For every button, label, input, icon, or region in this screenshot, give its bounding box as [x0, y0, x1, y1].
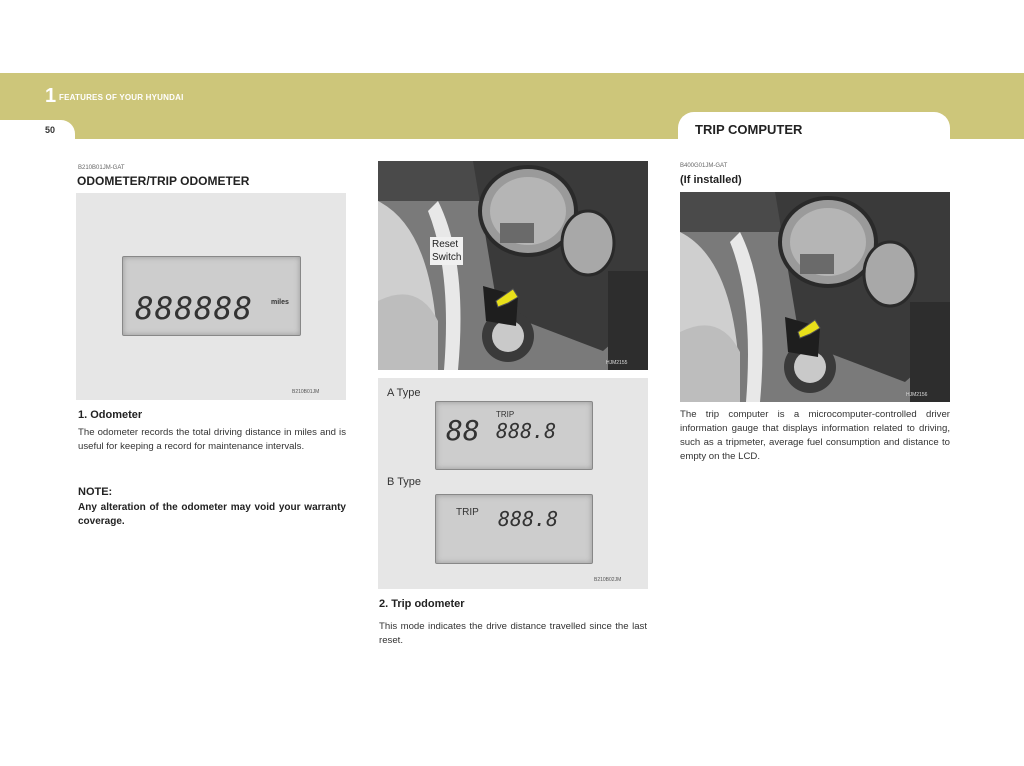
odometer-digits: 888888 — [135, 291, 253, 327]
a-type-lcd — [435, 401, 593, 470]
odometer-figure-code: B210B01JM — [292, 389, 320, 395]
page-number-tab — [0, 120, 75, 140]
note-heading: NOTE: — [78, 486, 113, 498]
b-type-label: B Type — [387, 476, 422, 488]
trip-display-figure — [378, 378, 648, 589]
b-type-lcd — [435, 494, 593, 564]
odometer-figure — [76, 193, 346, 400]
display-figure-code: B210B02JM — [594, 577, 622, 583]
trip-computer-photo — [680, 192, 950, 402]
a-type-big-digits: 88 — [446, 414, 480, 447]
callout-line-reset: Reset — [432, 239, 459, 250]
trip-odometer-heading: 2. Trip odometer — [379, 598, 465, 610]
right-photo-code: HJM2156 — [906, 392, 928, 398]
reset-switch-callout — [430, 237, 463, 265]
odometer-heading: 1. Odometer — [78, 409, 143, 421]
callout-line-switch: Switch — [432, 252, 462, 263]
chapter-title: FEATURES OF YOUR HYUNDAI — [59, 93, 184, 102]
right-section-code: B400G01JM-GAT — [680, 163, 728, 169]
dashboard-illustration-right — [680, 192, 950, 402]
trip-computer-text: The trip computer is a microcomputer-controlled driver information gauge that displays information related to driving, such as a tripmeter, average fuel consumption and distance to empty on the LCD. — [680, 409, 950, 462]
odometer-unit: miles — [271, 299, 289, 306]
reset-switch-photo — [378, 161, 648, 370]
trip-odometer-text: This mode indicates the drive distance travelled since the last reset. — [379, 621, 647, 646]
photo-code: HJM2155 — [606, 360, 628, 366]
dashboard-illustration — [378, 161, 648, 370]
b-type-trip-label: TRIP — [456, 507, 479, 518]
left-section-code: B210B01JM-GAT — [78, 165, 125, 171]
if-installed-subtitle: (If installed) — [680, 174, 742, 186]
odometer-lcd — [122, 256, 301, 336]
section-title: TRIP COMPUTER — [695, 122, 803, 137]
a-type-trip-label: TRIP — [496, 410, 515, 419]
page-number: 50 — [45, 125, 56, 135]
a-type-label: A Type — [387, 387, 421, 399]
b-type-digits: 888.8 — [498, 507, 559, 531]
chapter-number: 1 — [45, 85, 57, 107]
note-text: Any alteration of the odometer may void your warranty coverage. — [78, 502, 346, 527]
odometer-section-title: ODOMETER/TRIP ODOMETER — [77, 174, 250, 188]
a-type-small-digits: 888.8 — [496, 419, 557, 443]
odometer-text: The odometer records the total driving distance in miles and is useful for keeping a record for maintenance intervals. — [78, 427, 346, 452]
